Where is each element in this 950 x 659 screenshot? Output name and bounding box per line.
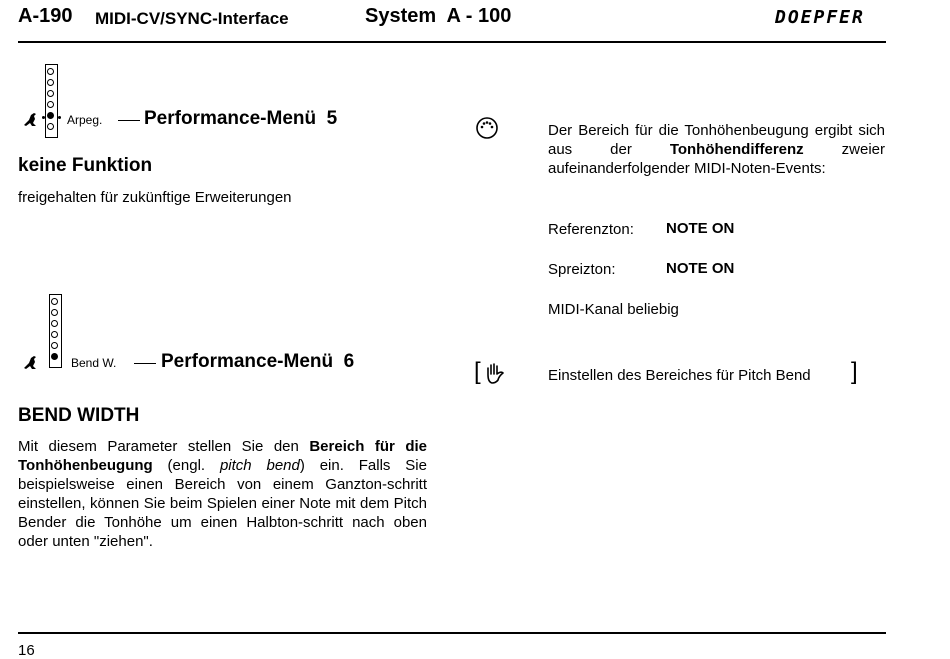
led-label-bendw: Bend W. [71,356,117,370]
header-name: MIDI-CV/SYNC-Interface [95,9,289,28]
hand-text: Einstellen des Bereiches für Pitch Bend [548,367,811,384]
hand-icon [484,362,506,389]
led [47,90,54,97]
led [51,298,58,305]
midi-channel: MIDI-Kanal beliebig [548,301,679,318]
page-number: 16 [18,642,35,659]
spread-value: NOTE ON [666,260,735,277]
doepfer-logo: DOEPFER [775,7,865,28]
led-column-menu5 [45,64,58,138]
bracket-close: ] [851,358,858,385]
led [51,331,58,338]
menu5-title: Performance-Menü 5 [144,108,338,129]
ref-label: Referenzton: [548,221,634,238]
led [51,342,58,349]
menu6-title: Performance-Menü 6 [161,351,355,372]
menu5-text: freigehalten für zukünftige Erweiterungen [18,189,292,206]
header-rule [18,41,886,43]
kangaroo-icon [22,354,40,373]
header-model: A-190 [18,5,73,27]
led [47,79,54,86]
led-marker-left [42,116,45,119]
menu6-paragraph: Mit diesem Parameter stellen Sie den Bereich für die Tonhöhenbeugung (engl. pitch bend) ein. Falls Sie beispielsweise einen Bereich von einem Ganzton-schritt einstellen, können Sie beim Spielen einer Note mit dem Pitch Bender die Tonhöhe um einen Halbton-schritt nach oben oder unten "ziehen". [18,438,428,550]
menu5-heading: keine Funktion [18,155,153,176]
bracket-open: [ [474,358,481,385]
footer-rule [18,632,886,634]
midi-socket-icon [475,116,499,145]
led [47,123,54,130]
ref-value: NOTE ON [666,220,735,237]
led [51,309,58,316]
spread-label: Spreizton: [548,261,616,278]
title-dash [118,120,140,121]
led-active [51,353,58,360]
led [47,68,54,75]
menu6-heading: BEND WIDTH [18,405,140,426]
led [51,320,58,327]
led-label-arpeg: Arpeg. [67,113,103,127]
led-active [47,112,54,119]
kangaroo-icon [22,111,40,130]
led-marker-right [58,116,61,119]
led [47,101,54,108]
led-column-menu6 [49,294,62,368]
header-system: System A - 100 [365,5,512,27]
title-dash [134,363,156,364]
midi-paragraph: Der Bereich für die Tonhöhenbeugung ergibt sich aus der Tonhöhendifferenz zweier aufeinanderfolgender MIDI-Noten-Events: [548,122,886,177]
